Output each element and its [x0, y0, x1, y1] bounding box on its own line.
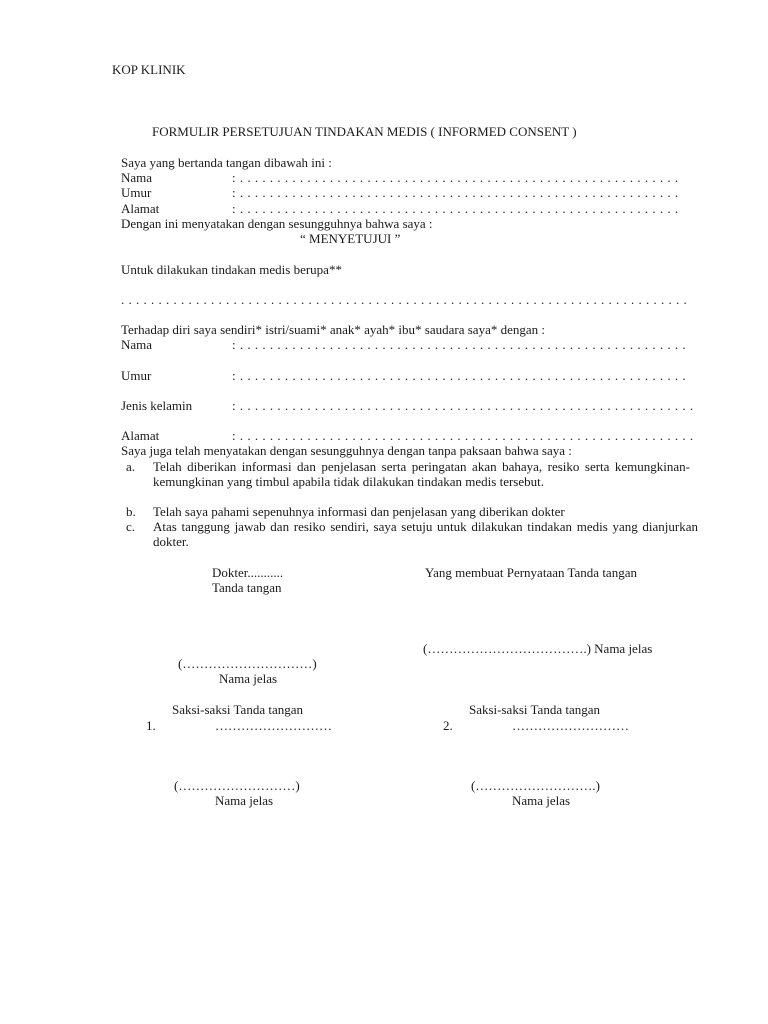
- patient-name-field[interactable]: : . . . . . . . . . . . . . . . . . . . . . . . . . . . . . . . . . . . . . . . . . . . . . . . . . . . . . . . . . . . .: [232, 337, 687, 352]
- point-b-text: Telah saya pahami sepenuhnya informasi dan penjelasan yang diberikan dokter: [153, 504, 565, 519]
- signer-address-field[interactable]: : . . . . . . . . . . . . . . . . . . . . . . . . . . . . . . . . . . . . . . . . . . . . . . . . . . . . . . . . . . .: [232, 201, 679, 216]
- statement: Dengan ini menyatakan dengan sesungguhnya bahwa saya :: [121, 216, 433, 231]
- witness-1-signature-line[interactable]: ………………………: [215, 718, 332, 733]
- witness-1-name-bracket[interactable]: (………………………): [174, 778, 300, 793]
- witness-1-label: Saksi-saksi Tanda tangan: [172, 702, 303, 717]
- form-title: FORMULIR PERSETUJUAN TINDAKAN MEDIS ( INFORMED CONSENT ): [152, 124, 577, 139]
- declaration: Saya juga telah menyatakan dengan sesungguhnya dengan tanpa paksaan bahwa saya :: [121, 443, 572, 458]
- point-c-marker: c.: [126, 519, 136, 534]
- doctor-name-label: Nama jelas: [219, 671, 278, 686]
- doctor-label: Dokter...........: [212, 565, 284, 580]
- patient-name-label: Nama: [121, 337, 153, 352]
- procedure-field[interactable]: . . . . . . . . . . . . . . . . . . . . . . . . . . . . . . . . . . . . . . . . . . . . . . . . . . . . . . . . . . . . . . . . . . . . . . . . . . . .: [121, 292, 688, 307]
- signer-age-field[interactable]: : . . . . . . . . . . . . . . . . . . . . . . . . . . . . . . . . . . . . . . . . . . . . . . . . . . . . . . . . . . .: [232, 185, 679, 200]
- signer-age-label: Umur: [121, 185, 152, 200]
- witness-1-number: 1.: [146, 718, 156, 733]
- point-a-marker: a.: [126, 459, 136, 474]
- witness-1-name-label: Nama jelas: [215, 793, 274, 808]
- declarant-name-bracket[interactable]: (……………………………….) Nama jelas: [423, 641, 653, 656]
- patient-age-field[interactable]: : . . . . . . . . . . . . . . . . . . . . . . . . . . . . . . . . . . . . . . . . . . . . . . . . . . . . . . . . . . . .: [232, 368, 687, 383]
- doctor-name-bracket[interactable]: (…………………………): [178, 656, 317, 671]
- signer-intro: Saya yang bertanda tangan dibawah ini :: [121, 155, 332, 170]
- point-a-text: Telah diberikan informasi dan penjelasan serta peringatan akan bahaya, resiko serta kemungkinan- kemungkinan yang timbul apabila tidak dilakukan tindakan medis tersebut.: [153, 459, 690, 489]
- doctor-signature-label: Tanda tangan: [212, 580, 282, 595]
- signer-name-label: Nama: [121, 170, 153, 185]
- patient-intro: Terhadap diri saya sendiri* istri/suami* anak* ayah* ibu* saudara saya* dengan :: [121, 322, 545, 337]
- witness-2-signature-line[interactable]: ………………………: [512, 718, 629, 733]
- procedure-label: Untuk dilakukan tindakan medis berupa**: [121, 262, 342, 277]
- patient-address-field[interactable]: : . . . . . . . . . . . . . . . . . . . . . . . . . . . . . . . . . . . . . . . . . . . . . . . . . . . . . . . . . . . . .: [232, 428, 694, 443]
- signer-address-label: Alamat: [121, 201, 160, 216]
- agree-text: “ MENYETUJUI ”: [300, 231, 401, 246]
- patient-address-label: Alamat: [121, 428, 160, 443]
- signer-name-field[interactable]: : . . . . . . . . . . . . . . . . . . . . . . . . . . . . . . . . . . . . . . . . . . . . . . . . . . . . . . . . . . .: [232, 170, 679, 185]
- patient-age-label: Umur: [121, 368, 152, 383]
- clinic-letterhead: KOP KLINIK: [112, 62, 186, 77]
- witness-2-name-label: Nama jelas: [512, 793, 571, 808]
- point-b-marker: b.: [126, 504, 136, 519]
- witness-2-label: Saksi-saksi Tanda tangan: [469, 702, 600, 717]
- patient-gender-field[interactable]: : . . . . . . . . . . . . . . . . . . . . . . . . . . . . . . . . . . . . . . . . . . . . . . . . . . . . . . . . . . . . .: [232, 398, 694, 413]
- patient-gender-label: Jenis kelamin: [121, 398, 193, 413]
- declarant-label: Yang membuat Pernyataan Tanda tangan: [425, 565, 637, 580]
- witness-2-number: 2.: [443, 718, 453, 733]
- point-c-text: Atas tanggung jawab dan resiko sendiri, saya setuju untuk dilakukan tindakan medis yang dianjurkan dokter.: [153, 519, 698, 549]
- witness-2-name-bracket[interactable]: (……………………….): [471, 778, 600, 793]
